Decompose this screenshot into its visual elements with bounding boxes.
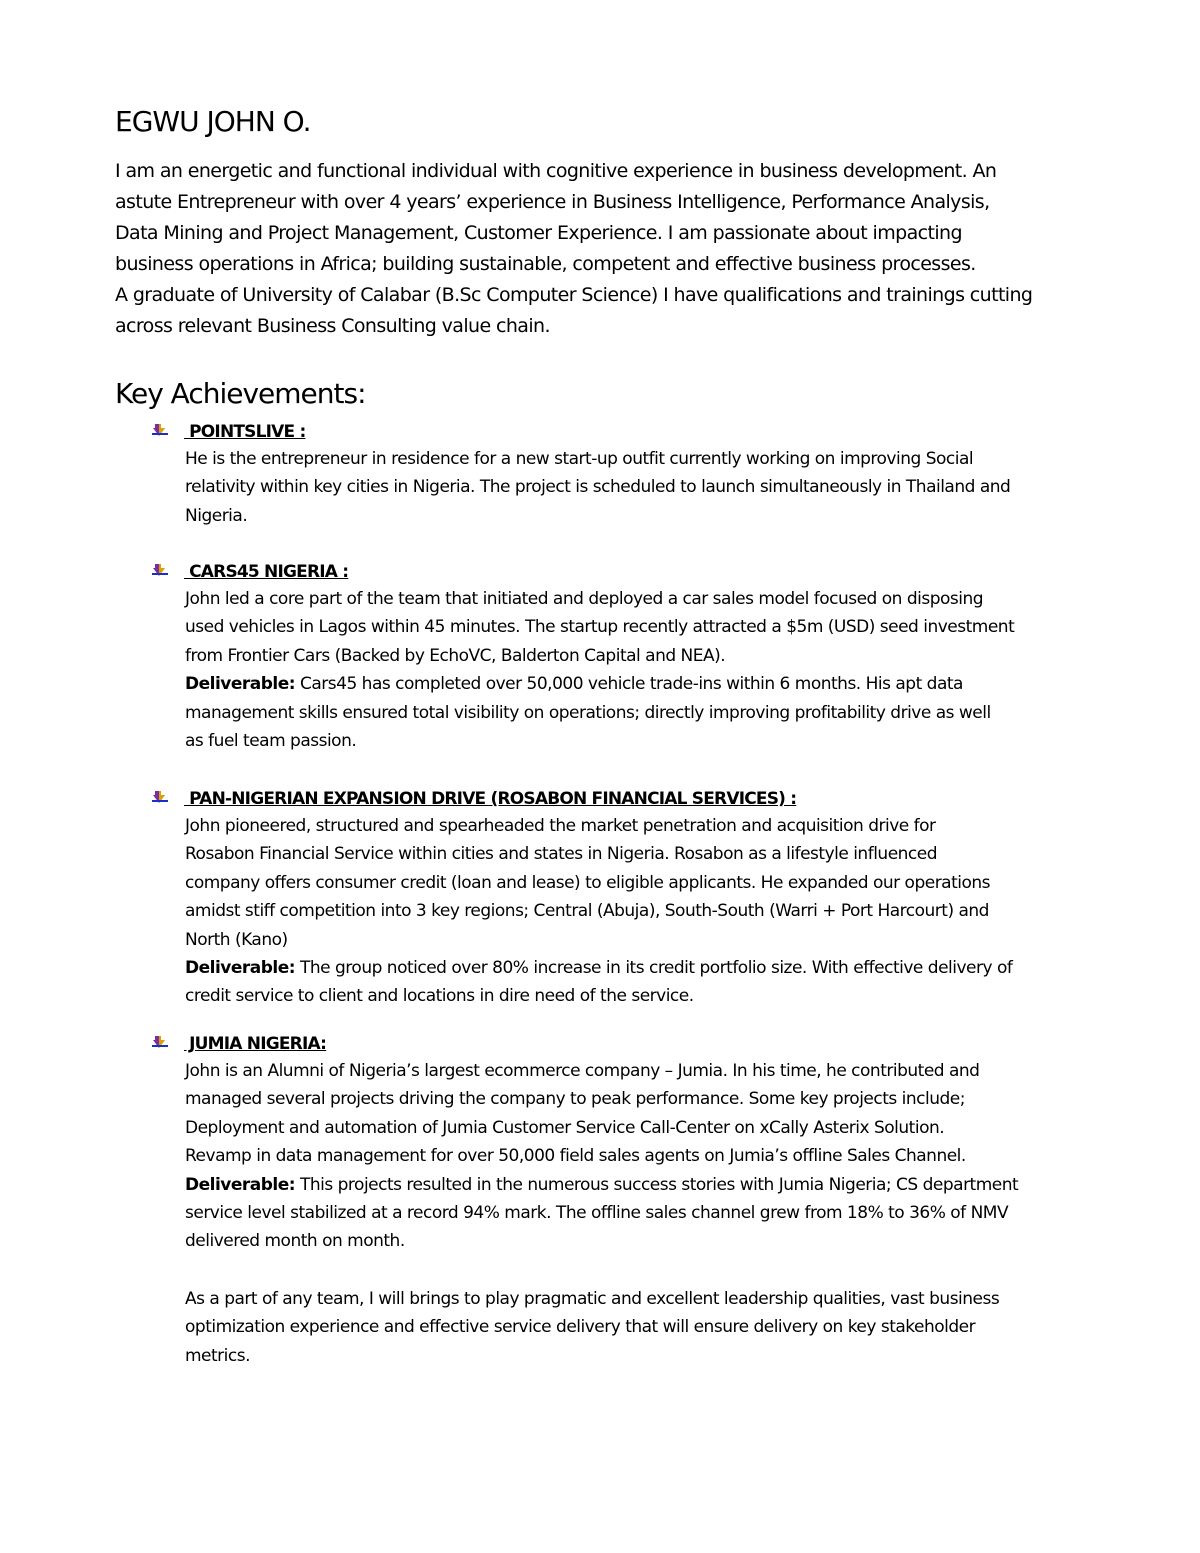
achievement-header (150, 559, 1110, 585)
intro-line: Data Mining and Project Management, Customer Experience. I am passionate about impacting (115, 222, 962, 244)
arrow-bullet-icon (150, 787, 170, 807)
achievement-pan-nigerian-expansion (150, 786, 1110, 1011)
deliverable-label: Deliverable: (185, 1174, 296, 1195)
deliverable-text: Cars45 has completed over 50,000 vehicle trade-ins within 6 months. His apt data (295, 674, 963, 695)
intro-line: business operations in Africa; building sustainable, competent and effective business processes. (115, 253, 976, 275)
closing-line: optimization experience and effective service delivery that will ensure delivery on key stakeholder (185, 1317, 976, 1338)
description-line: relativity within key cities in Nigeria. The project is scheduled to launch simultaneously in Thailand and (185, 477, 1011, 498)
description-line: John is an Alumni of Nigeria’s largest ecommerce company – Jumia. In his time, he contributed and (185, 1061, 980, 1081)
deliverable-line (185, 1171, 1110, 1199)
closing-line: metrics. (185, 1345, 251, 1366)
intro-line: A graduate of University of Calabar (B.Sc Computer Science) I have qualifications and trainings cutting (115, 284, 1033, 306)
deliverable-line (185, 670, 1110, 698)
deliverable-label: Deliverable: (185, 674, 296, 695)
achievement-header (150, 786, 1110, 812)
description-line: John led a core part of the team that initiated and deployed a car sales model focused on disposing (185, 589, 984, 609)
achievement-description (185, 585, 1110, 755)
arrow-bullet-icon (150, 420, 170, 440)
description-line: Deployment and automation of Jumia Customer Service Call-Center on xCally Asterix Solution. (185, 1117, 945, 1138)
deliverable-text: This projects resulted in the numerous success stories with Jumia Nigeria; CS department (295, 1174, 1019, 1195)
description-line: John pioneered, structured and spearheaded the market penetration and acquisition drive for (185, 816, 936, 836)
description-line: North (Kano) (185, 929, 288, 950)
description-line: Rosabon Financial Service within cities and states in Nigeria. Rosabon as a lifestyle influenced (185, 844, 938, 865)
achievement-title: JUMIA NIGERIA: (184, 1034, 327, 1054)
deliverable-line: as fuel team passion. (185, 731, 357, 752)
candidate-name: EGWU JOHN O. (115, 105, 311, 138)
deliverable-line (185, 954, 1110, 982)
description-line: Nigeria. (185, 505, 248, 526)
description-line: used vehicles in Lagos within 45 minutes. The startup recently attracted a $5m (USD) seed investment (185, 617, 1015, 638)
intro-summary (115, 156, 1105, 342)
intro-line: I am an energetic and functional individual with cognitive experience in business development. An (115, 160, 997, 182)
achievement-pointslive (150, 419, 1110, 530)
deliverable-line: credit service to client and locations in dire need of the service. (185, 986, 694, 1007)
achievement-description (185, 445, 1110, 530)
description-line: managed several projects driving the company to peak performance. Some key projects include; (185, 1089, 965, 1110)
intro-line: astute Entrepreneur with over 4 years’ experience in Business Intelligence, Performance Analysis, (115, 191, 990, 213)
description-line: from Frontier Cars (Backed by EchoVC, Balderton Capital and NEA). (185, 645, 726, 666)
achievement-header (150, 419, 1110, 445)
key-achievements-heading: Key Achievements: (115, 377, 366, 410)
deliverable-line: service level stabilized at a record 94% mark. The offline sales channel grew from 18% to 36% of NMV (185, 1203, 1009, 1224)
achievement-title: CARS45 NIGERIA : (184, 562, 349, 582)
description-line: Revamp in data management for over 50,000 field sales agents on Jumia’s offline Sales Channel. (185, 1146, 966, 1167)
achievement-header (150, 1031, 1110, 1057)
achievement-title: PAN-NIGERIAN EXPANSION DRIVE (ROSABON FINANCIAL SERVICES) : (184, 789, 797, 809)
closing-line: As a part of any team, I will brings to play pragmatic and excellent leadership qualities, vast business (185, 1289, 1000, 1309)
intro-line: across relevant Business Consulting value chain. (115, 315, 550, 337)
description-line: He is the entrepreneur in residence for a new start-up outfit currently working on improving Social (185, 449, 974, 469)
achievement-description (185, 1057, 1110, 1256)
deliverable-line: management skills ensured total visibility on operations; directly improving profitability drive as well (185, 702, 991, 723)
achievement-jumia-nigeria (150, 1031, 1110, 1256)
arrow-bullet-icon (150, 560, 170, 580)
description-line: company offers consumer credit (loan and lease) to eligible applicants. He expanded our operations (185, 872, 991, 893)
achievement-cars45 (150, 559, 1110, 755)
deliverable-line: delivered month on month. (185, 1231, 405, 1252)
closing-statement (185, 1285, 1105, 1370)
achievement-title: POINTSLIVE : (184, 422, 306, 442)
deliverable-text: The group noticed over 80% increase in its credit portfolio size. With effective delivery of (295, 958, 1013, 979)
achievement-description (185, 812, 1110, 1011)
description-line: amidst stiff competition into 3 key regions; Central (Abuja), South-South (Warri + Port Harcourt) and (185, 901, 989, 922)
deliverable-label: Deliverable: (185, 958, 296, 979)
arrow-bullet-icon (150, 1032, 170, 1052)
